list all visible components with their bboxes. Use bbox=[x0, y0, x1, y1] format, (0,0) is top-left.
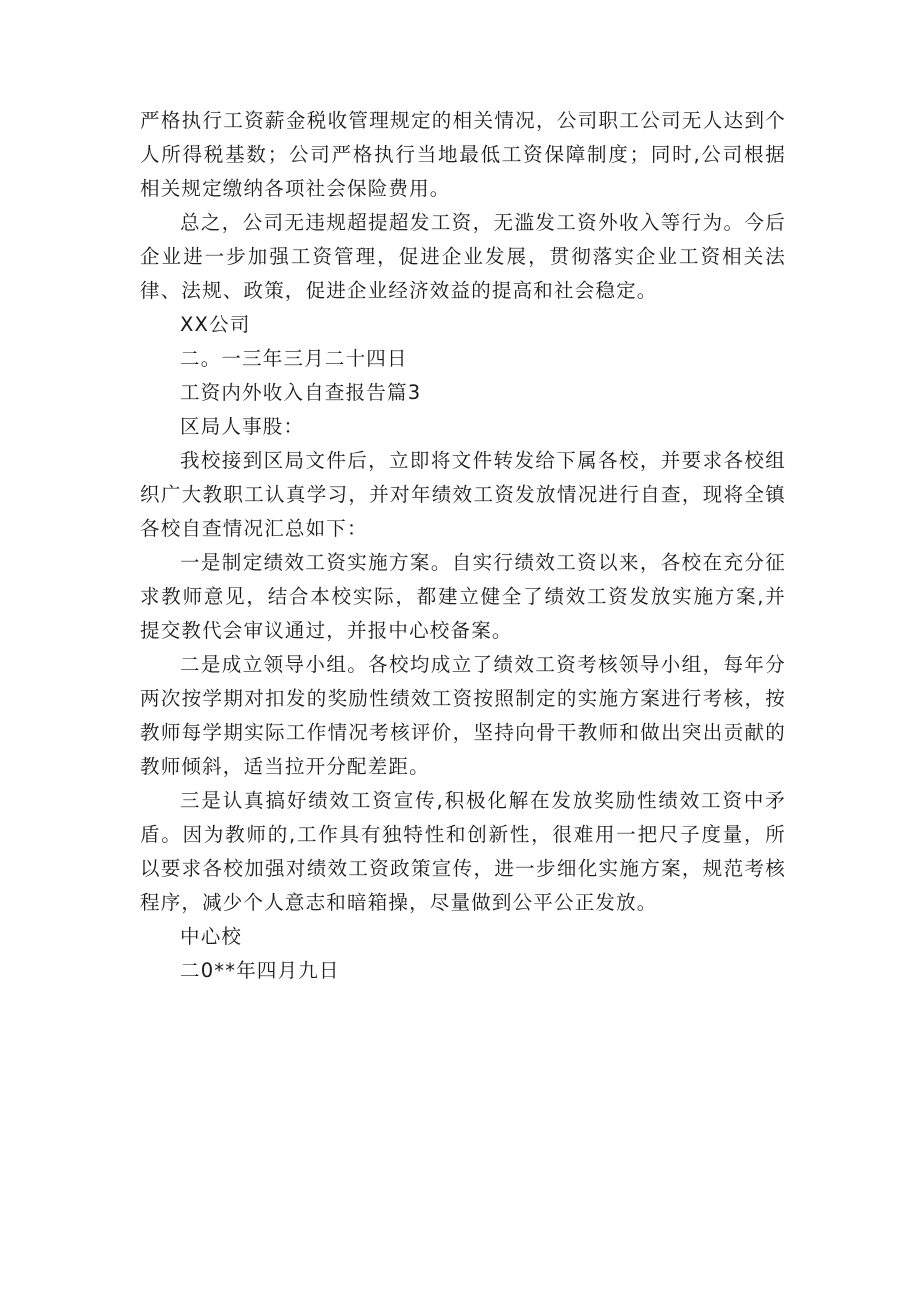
paragraph-item-two: 二是成立领导小组。各校均成立了绩效工资考核领导小组，每年分两次按学期对扣发的奖励性绩效工资按照制定的实施方案进行考核，按教师每学期实际工作情况考核评价，坚持向骨干教师和做出突出贡献的教师倾斜，适当拉开分配差距。 bbox=[140, 653, 786, 778]
paragraph-intro: 我校接到区局文件后，立即将文件转发给下属各校，并要求各校组织广大教职工认真学习，并对年绩效工资发放情况进行自查，现将全镇各校自查情况汇总如下： bbox=[140, 449, 786, 540]
signature-company: XX公司 bbox=[180, 313, 251, 336]
paragraph-item-one: 一是制定绩效工资实施方案。自实行绩效工资以来，各校在充分征求教师意见，结合本校实际，都建立健全了绩效工资发放实施方案,并提交教代会审议通过，并报中心校备案。 bbox=[140, 551, 786, 642]
section-title: 工资内外收入自查报告篇3 bbox=[180, 381, 422, 404]
signature-date-2: 二0**年四月九日 bbox=[180, 959, 340, 982]
addressee: 区局人事股： bbox=[180, 415, 305, 438]
document-page bbox=[140, 104, 786, 988]
paragraph-tax-compliance: 严格执行工资薪金税收管理规定的相关情况，公司职工公司无人达到个人所得税基数；公司严格执行当地最低工资保障制度；同时,公司根据相关规定缴纳各项社会保险费用。 bbox=[140, 109, 786, 200]
signature-date: 二。一三年三月二十四日 bbox=[180, 347, 408, 370]
paragraph-summary: 总之，公司无违规超提超发工资，无滥发工资外收入等行为。今后企业进一步加强工资管理，促进企业发展，贯彻落实企业工资相关法律、法规、政策，促进企业经济效益的提高和社会稳定。 bbox=[140, 211, 786, 302]
signature-school: 中心校 bbox=[180, 925, 243, 948]
paragraph-item-three: 三是认真搞好绩效工资宣传,积极化解在发放奖励性绩效工资中矛盾。因为教师的,工作具有独特性和创新性，很难用一把尺子度量，所以要求各校加强对绩效工资政策宣传，进一步细化实施方案，规范考核程序，减少个人意志和暗箱操，尽量做到公平公正发放。 bbox=[140, 789, 786, 914]
